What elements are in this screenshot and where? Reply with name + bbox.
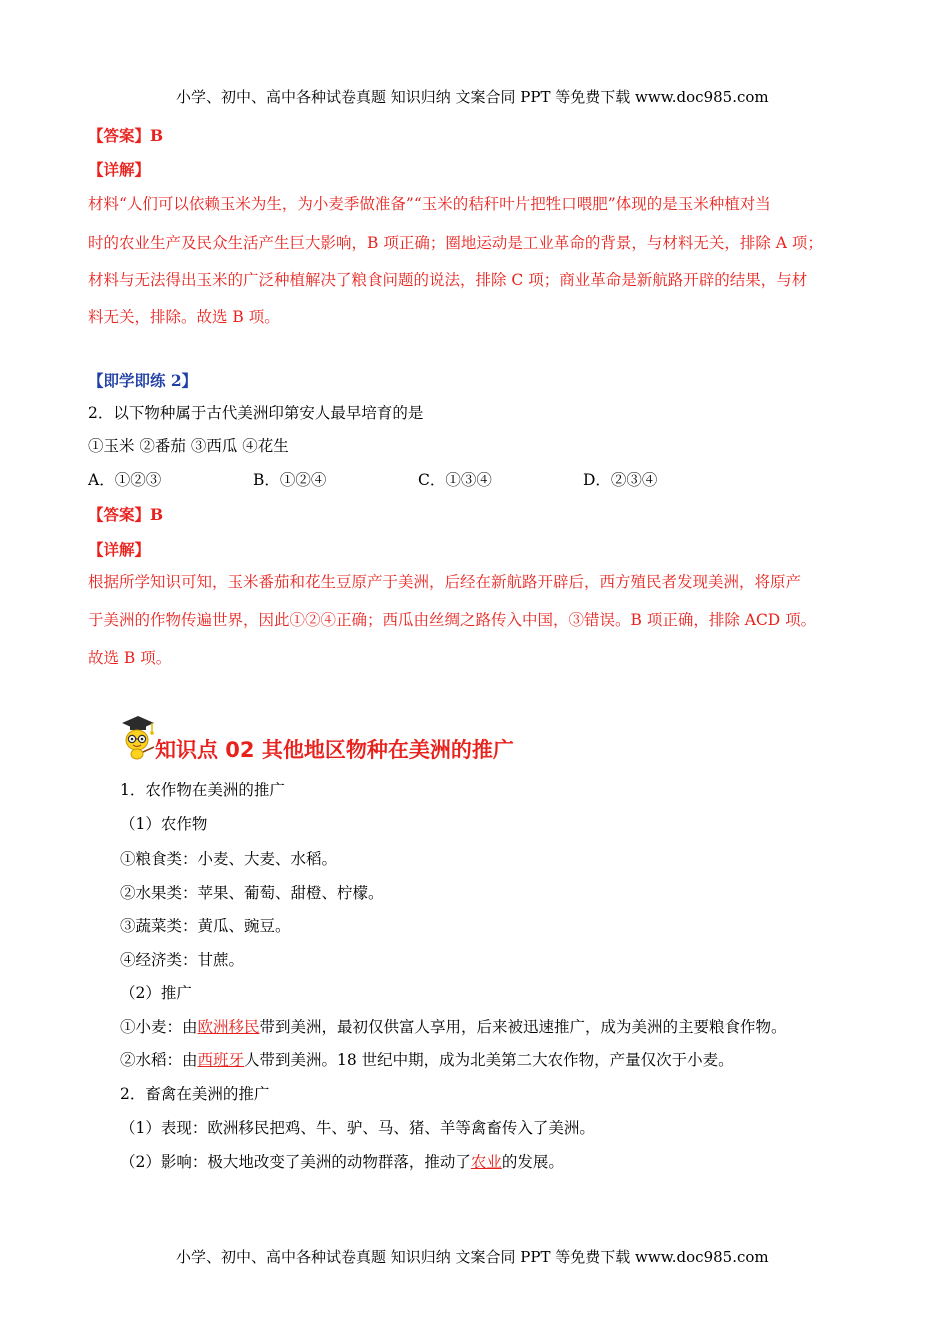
knowledge-heading: 知识点 02 其他地区物种在美洲的推广 xyxy=(155,738,514,762)
section-1-sub-1: （1）农作物 xyxy=(120,815,208,833)
option-a: A．①②③ xyxy=(88,471,162,489)
section-1-title: 1．农作物在美洲的推广 xyxy=(120,781,285,799)
question-text: 2．以下物种属于古代美洲印第安人最早培育的是 xyxy=(88,404,424,422)
detail-label: 【详解】 xyxy=(88,160,151,179)
rice-keyword: 西班牙 xyxy=(197,1051,245,1069)
explanation-line: 材料与无法得出玉米的广泛种植解决了粮食问题的说法，排除 C 项；商业革命是新航路开辟的结果，与材 xyxy=(88,271,808,289)
answer-label: 【答案】 xyxy=(88,126,151,145)
detail-label: 【详解】 xyxy=(88,540,151,559)
wheat-keyword: 欧洲移民 xyxy=(197,1018,260,1036)
crop-item: ④经济类：甘蔗。 xyxy=(120,951,245,969)
section-2-p2 xyxy=(120,1152,564,1172)
option-c: C．①③④ xyxy=(418,471,492,489)
explanation-line: 故选 B 项。 xyxy=(88,649,172,667)
section-1-sub-2: （2）推广 xyxy=(120,984,192,1002)
impact-suffix: 的发展。 xyxy=(501,1153,564,1171)
page-footer: 小学、初中、高中各种试卷真题 知识归纳 文案合同 PPT 等免费下载 www.doc985.com xyxy=(176,1248,769,1266)
rice-suffix: 人带到美洲。18 世纪中期，成为北美第二大农作物，产量仅次于小麦。 xyxy=(244,1051,734,1069)
crop-item: ③蔬菜类：黄瓜、豌豆。 xyxy=(120,917,291,935)
page-header: 小学、初中、高中各种试卷真题 知识归纳 文案合同 PPT 等免费下载 www.doc985.com xyxy=(176,88,769,106)
section-2-p1: （1）表现：欧洲移民把鸡、牛、驴、马、猪、羊等禽畜传入了美洲。 xyxy=(120,1119,595,1137)
answer-line xyxy=(88,126,163,146)
answer-value: B xyxy=(150,505,164,524)
wheat-prefix: ①小麦：由 xyxy=(120,1018,198,1036)
answer-line-2 xyxy=(88,505,163,525)
crop-item: ②水果类：苹果、葡萄、甜橙、柠檬。 xyxy=(120,884,384,902)
wheat-suffix: 带到美洲，最初仅供富人享用，后来被迅速推广，成为美洲的主要粮食作物。 xyxy=(259,1018,787,1036)
option-b: B．①②④ xyxy=(253,471,327,489)
question-items: ①玉米 ②番茄 ③西瓜 ④花生 xyxy=(88,437,289,455)
explanation-line: 根据所学知识可知，玉米番茄和花生豆原产于美洲，后经在新航路开辟后，西方殖民者发现美洲，将原产 xyxy=(88,573,802,591)
impact-keyword: 农业 xyxy=(470,1153,502,1171)
explanation-line: 时的农业生产及民众生活产生巨大影响，B 项正确；圈地运动是工业革命的背景，与材料无关，排除 A 项； xyxy=(88,234,823,252)
answer-label: 【答案】 xyxy=(88,505,151,524)
section-2-title: 2．畜禽在美洲的推广 xyxy=(120,1085,270,1103)
practice-label: 【即学即练 2】 xyxy=(88,371,198,390)
option-d: D．②③④ xyxy=(583,471,658,489)
explanation-line: 材料“人们可以依赖玉米为生，为小麦季做准备”“玉米的秸秆叶片把牲口喂肥”体现的是玉米种植对当 xyxy=(88,195,771,213)
wheat-line xyxy=(120,1017,787,1037)
crop-item: ①粮食类：小麦、大麦、水稻。 xyxy=(120,850,338,868)
scholar-mascot-icon xyxy=(116,714,158,760)
impact-prefix: （2）影响：极大地改变了美洲的动物群落，推动了 xyxy=(120,1153,471,1171)
rice-prefix: ②水稻：由 xyxy=(120,1051,198,1069)
explanation-line: 料无关，排除。故选 B 项。 xyxy=(88,308,280,326)
explanation-line: 于美洲的作物传遍世界，因此①②④正确；西瓜由丝绸之路传入中国，③错误。B 项正确，排除 ACD 项。 xyxy=(88,611,817,629)
rice-line xyxy=(120,1050,734,1070)
answer-value: B xyxy=(150,126,164,145)
